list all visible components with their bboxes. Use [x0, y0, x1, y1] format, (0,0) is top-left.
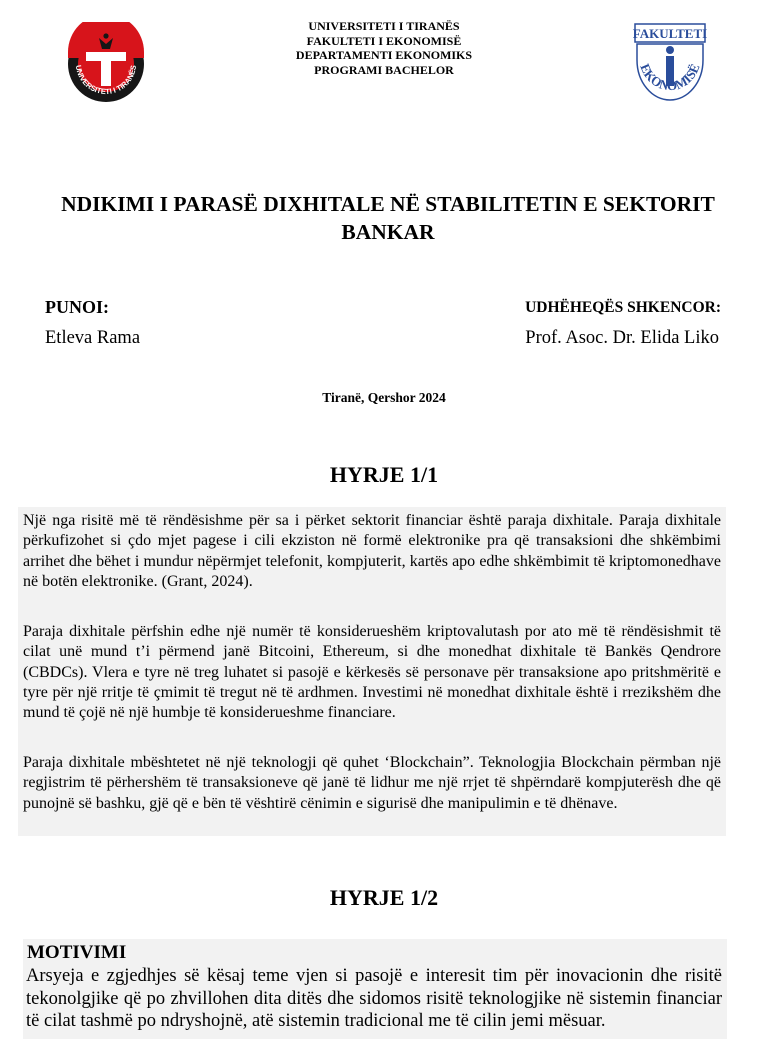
- intro-text-box: [18, 507, 726, 836]
- section-title: HYRJE 1/2: [329, 885, 439, 910]
- motivation-box: [23, 939, 727, 1039]
- department-name: DEPARTAMENTI EKONOMIKS: [295, 48, 473, 62]
- paragraph: Paraja dixhitale mbështetet në një teknologji që quhet ‘Blockchain”. Teknologjia Blockchain përmban një regjistrim të përhershëm të transaksioneve që janë të lidhur me një rrjet të shpërndarë kompjuterësh dhe që punojnë së bashku, gjë që e bën të vështirë cënimin e sigurisë dhe manipulimin e të dhënave.: [23, 754, 721, 812]
- author-label: PUNOI:: [45, 297, 109, 317]
- university-name: UNIVERSITETI I TIRANËS: [308, 19, 460, 33]
- motivation-heading: MOTIVIMI: [27, 942, 127, 963]
- section-title: HYRJE 1/1: [329, 462, 439, 487]
- paragraph: Paraja dixhitale përfshin edhe një numër të konsiderueshëm kriptovalutash por ato më të rëndësishmit të cilat unë mund t’i përmend janë Bitcoini, Ethereum, si dhe monedhat dixhitale të Bankës Qendrore (CBDCs). Vlera e tyre në treg luhatet si pasojë e kërkesës së personave për transaksione apo pritshmëritë e tyre për një rritje të çmimit të tregut në të ardhmen. Investimi në monedhat dixhitale është i rrezikshëm dhe mund të çojë në një humbje të konsiderueshme financiare.: [23, 623, 721, 722]
- logo-top-text: FAKULTETI: [632, 26, 708, 41]
- faculty-name: FAKULTETI I EKONOMISË: [306, 33, 462, 48]
- supervisor-label: UDHËHEQËS SHKENCOR:: [525, 299, 721, 316]
- supervisor-name: Prof. Asoc. Dr. Elida Liko: [525, 328, 719, 348]
- university-logo: [66, 22, 146, 106]
- faculty-logo: [632, 22, 708, 104]
- logo-arc-text: EKONOMISË: [637, 61, 703, 94]
- institution-header: [234, 19, 534, 77]
- logo-ring-text: UNIVERSITETI I TIRANËS: [73, 64, 139, 97]
- date-location: Tiranë, Qershor 2024: [322, 390, 446, 405]
- paragraph: Një nga risitë më të rëndësishme për sa i përket sektorit financiar është paraja dixhitale. Paraja dixhitale përkufizohet si çdo mjet pagese i cili ekziston në formë elektronike pra që transaksioni dhe shkëmbimi arrihet dhe bëhet i mundur nëpërmjet telefonit, kompjuterit, kartës apo edhe shkëmbimit të kriptomonedhave në botën elektronike. (Grant, 2024).: [23, 512, 721, 590]
- program-name: PROGRAMI BACHELOR: [314, 62, 454, 77]
- thesis-title: NDIKIMI I PARASË DIXHITALE NË STABILITETIN E SEKTORIT BANKAR: [61, 192, 715, 244]
- motivation-text: Arsyeja e zgjedhjes së kësaj teme vjen si pasojë e interesit tim për inovacionin dhe risitë tekonolgjike që po zhvillohen dita ditës dhe sidomos risitë teknologjike në sistemin financiar të cilat tashmë po ndryshojnë, atë sistemin tradicional me të cilin jemi mësuar.: [26, 966, 722, 1031]
- author-name: Etleva Rama: [45, 328, 141, 348]
